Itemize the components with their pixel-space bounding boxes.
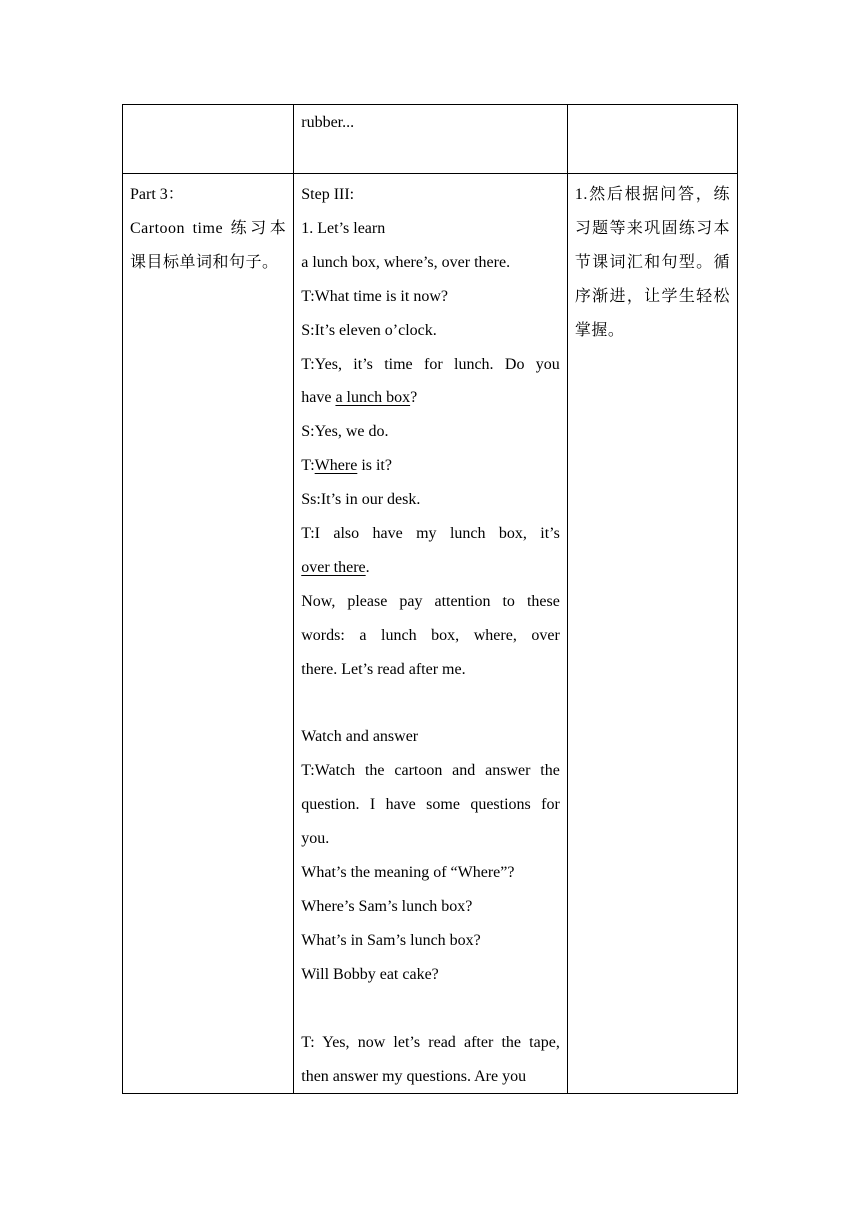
text-line: Now, please pay attention to these [301,592,560,610]
text-line: T:Yes, it’s time for lunch. Do you [301,355,560,373]
table-cell-procedure [294,174,568,1094]
table-row [123,174,738,1094]
part-title: Part 3： [130,186,184,203]
text-line [301,449,560,483]
text-line: S:Yes, we do. [301,423,389,441]
text-line: rubber... [301,114,355,131]
question-line: Will Bobby eat cake? [301,965,439,983]
text-line: then answer my questions. Are you [301,1067,527,1085]
text-line: a lunch box, where’s, over there. [301,253,511,271]
text-line: T:Watch the cartoon and answer the [301,762,560,780]
underlined-term: a lunch box [335,389,411,407]
text-line: Ss:It’s in our desk. [301,491,421,509]
text-fragment: have [301,389,336,407]
table-row [123,105,738,174]
blank-line [301,992,560,1026]
text-fragment: T: [301,457,315,475]
text-fragment: . [365,558,370,576]
text-line: T:I also have my lunch box, it’s [301,525,560,543]
text-line [301,381,560,415]
text-line: S:It’s eleven o’clock. [301,321,437,339]
table-cell-activity [294,105,568,174]
text-line: question. I have some questions for [301,796,560,814]
text-line [301,551,560,585]
table-cell-empty [567,105,737,174]
text-line: words: a lunch box, where, over [301,626,560,644]
text-line: T:What time is it now? [301,287,448,305]
section-title: Watch and answer [301,728,419,746]
question-line: Where’s Sam’s lunch box? [301,898,473,916]
underlined-term: over there [301,558,366,576]
purpose-line: 序渐进，让学生轻松 [574,287,730,305]
text-line: you. [301,830,330,848]
blank-line [301,687,560,721]
purpose-line: 1.然后根据问答，练 [574,186,730,203]
purpose-line: 节课词汇和句型。循 [574,253,730,271]
table-cell-empty [123,105,294,174]
part-description-line: Cartoon time 练习本 [130,219,287,237]
text-line: there. Let’s read after me. [301,660,466,678]
part-description-line: 课目标单词和句子。 [130,253,279,271]
table-cell-purpose [567,174,737,1094]
question-line: What’s in Sam’s lunch box? [301,931,481,949]
lesson-plan-table [122,104,738,1094]
underlined-term: Where [314,457,358,475]
text-line: T: Yes, now let’s read after the tape, [301,1033,560,1051]
step-title: Step III: [301,186,355,203]
question-line: What’s the meaning of “Where”? [301,864,515,882]
table-cell-part [123,174,294,1094]
text-fragment: is it? [357,457,392,475]
purpose-line: 掌握。 [574,321,625,339]
purpose-line: 习题等来巩固练习本 [574,219,730,237]
text-line: 1. Let’s learn [301,219,386,237]
text-fragment: ? [410,389,418,407]
